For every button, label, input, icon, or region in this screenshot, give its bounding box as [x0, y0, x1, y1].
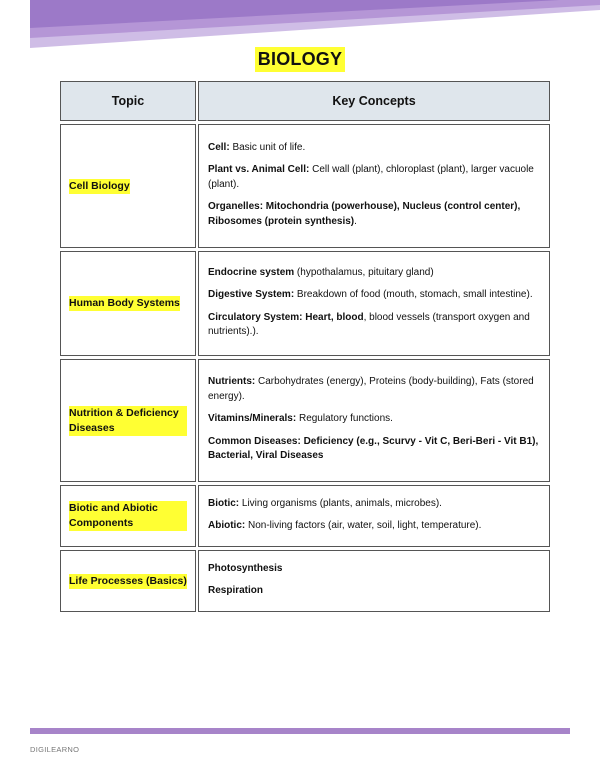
- concept-item: Photosynthesis: [208, 562, 283, 574]
- topic-label: Human Body Systems: [69, 297, 180, 309]
- footer-divider: [30, 728, 570, 734]
- topic-label: Cell Biology: [69, 179, 130, 192]
- topic-cell: [60, 251, 196, 356]
- concept-item: Common Diseases: Deficiency (e.g., Scurvy - Vit C, Beri-Beri - Vit B1), Bacterial, Viral Diseases: [208, 435, 539, 462]
- concepts-cell: [198, 550, 550, 612]
- concept-item: Organelles: Mitochondria (powerhouse), Nucleus (control center), Ribosomes (protein synthesis).: [208, 201, 521, 227]
- topic-label: Life Processes (Basics): [69, 574, 187, 587]
- table-row: [60, 124, 550, 248]
- concepts-cell: [198, 251, 550, 356]
- concept-item: Digestive System: Breakdown of food (mouth, stomach, small intestine).: [208, 289, 533, 300]
- topic-cell: [60, 124, 196, 248]
- concept-item: Biotic: Living organisms (plants, animals, microbes).: [208, 497, 442, 509]
- topic-cell: [60, 359, 196, 482]
- topic-label: Biotic and Abiotic Components: [69, 501, 187, 531]
- topic-cell: [60, 485, 196, 547]
- topic-cell: [60, 550, 196, 612]
- table-row: [60, 359, 550, 482]
- concept-item: Cell: Basic unit of life.: [208, 141, 306, 153]
- concept-item: Circulatory System: Heart, blood, blood vessels (transport oxygen and nutrients).).: [208, 311, 530, 337]
- concept-item: Abiotic: Non-living factors (air, water, soil, light, temperature).: [208, 520, 482, 531]
- concept-item: Vitamins/Minerals: Regulatory functions.: [208, 413, 393, 425]
- concepts-column-header: Key Concepts: [198, 81, 550, 121]
- concepts-cell: [198, 485, 550, 547]
- concept-item: Endocrine system (hypothalamus, pituitary gland): [208, 266, 434, 278]
- table-row: [60, 485, 550, 547]
- concept-item: Plant vs. Animal Cell: Cell wall (plant), chloroplast (plant), larger vacuole (plant).: [208, 164, 534, 190]
- topic-column-header: Topic: [60, 81, 196, 121]
- table-header-row: [60, 81, 550, 121]
- footer-brand: DIGILEARNO: [30, 745, 80, 754]
- table-row: [60, 550, 550, 612]
- concept-item: Nutrients: Carbohydrates (energy), Proteins (body-building), Fats (stored energy).: [208, 376, 534, 402]
- concept-item: Respiration: [208, 585, 264, 596]
- topic-label: Nutrition & Deficiency Diseases: [69, 406, 187, 436]
- topics-table: [60, 81, 550, 615]
- table-row: [60, 251, 550, 356]
- concepts-cell: [198, 124, 550, 248]
- concepts-cell: [198, 359, 550, 482]
- header-banner: [0, 0, 600, 50]
- page-title: BIOLOGY: [255, 47, 345, 72]
